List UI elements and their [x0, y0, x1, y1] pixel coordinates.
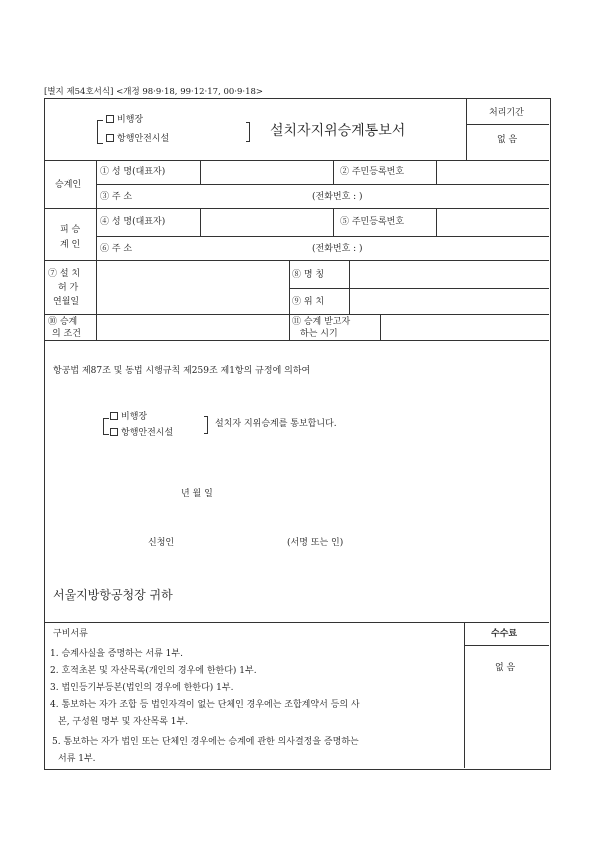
form-number-note: [별지 제54호서식] <개정 98·9·18, 99·12·17, 00·9·18>	[44, 87, 264, 97]
checkbox-icon	[110, 428, 118, 436]
succession-condition-label-l2: 의 조건	[52, 329, 81, 339]
permit-date-label-l3: 연월일	[53, 297, 80, 307]
predecessor-section-label-l1: 피 승	[60, 225, 81, 235]
successor-rrn-field[interactable]	[437, 161, 548, 183]
body-option-facility-label: 항행안전시설	[121, 428, 174, 438]
fee-value: 없 음	[495, 663, 516, 673]
successor-phone-label: (전화번호 : )	[312, 192, 363, 202]
predecessor-rrn-label: ⑤ 주민등록번호	[340, 217, 405, 227]
successor-address-field[interactable]	[201, 185, 548, 207]
successor-address-label: ③ 주 소	[100, 192, 133, 202]
checkbox-icon	[106, 134, 114, 142]
body-option-facility[interactable]	[110, 428, 173, 438]
date-line: 년 월 일	[181, 489, 213, 499]
succession-time-label-l1: ⑪ 승계 받고자	[292, 317, 351, 327]
documents-header: 구비서류	[53, 629, 88, 639]
predecessor-section-label-l2: 계 인	[60, 240, 81, 250]
fee-label: 수수료	[491, 629, 518, 639]
succession-condition-label-l1: ⑩ 승계	[48, 317, 78, 327]
predecessor-rrn-field[interactable]	[437, 209, 548, 235]
title-option-airfield[interactable]	[106, 115, 143, 125]
document-item: 본, 구성원 명부 및 자산목록 1부.	[58, 717, 189, 727]
successor-section-label: 승계인	[55, 180, 82, 190]
document-item: 3. 법인등기부등본(법인의 경우에 한한다) 1부.	[50, 683, 234, 693]
predecessor-address-label: ⑥ 주 소	[100, 244, 133, 254]
predecessor-phone-label: (전화번호 : )	[312, 244, 363, 254]
title-option-bracket	[97, 120, 103, 144]
body-close-bracket	[204, 416, 208, 434]
legal-basis-text: 항공법 제87조 및 동법 시행규칙 제259조 제1항의 규정에 의하여	[53, 366, 311, 376]
document-item: 서류 1부.	[58, 754, 96, 764]
succession-time-field[interactable]	[381, 315, 548, 339]
processing-period-label: 처리기간	[489, 108, 524, 118]
succession-time-label-l2: 하는 시기	[300, 329, 338, 339]
document-item: 5. 통보하는 자가 법인 또는 단체인 경우에는 승계에 관한 의사결정을 증명하는	[52, 737, 359, 747]
checkbox-icon	[110, 412, 118, 420]
applicant-label: 신청인	[148, 538, 175, 548]
notice-text: 설치자 지위승계를 통보합니다.	[215, 419, 337, 429]
title-option-airfield-label: 비행장	[117, 115, 144, 125]
location-label: ⑨ 위 치	[292, 297, 325, 307]
document-item: 4. 통보하는 자가 조합 등 법인자격이 없는 단체인 경우에는 조합계약서 등의 사	[50, 700, 360, 710]
facility-name-field[interactable]	[350, 261, 548, 287]
body-option-bracket	[103, 418, 109, 435]
document-item: 1. 승계사실을 증명하는 서류 1부.	[50, 649, 183, 659]
location-field[interactable]	[350, 289, 548, 313]
signature-label: (서명 또는 인)	[287, 538, 344, 548]
predecessor-address-field[interactable]	[201, 237, 548, 259]
title-option-facility[interactable]	[106, 134, 169, 144]
predecessor-name-label: ④ 성 명(대표자)	[100, 217, 166, 227]
facility-name-label: ⑧ 명 칭	[292, 270, 325, 280]
successor-rrn-label: ② 주민등록번호	[340, 167, 405, 177]
form-title: 설치자지위승계통보서	[270, 123, 406, 139]
successor-name-label: ① 성 명(대표자)	[100, 167, 166, 177]
checkbox-icon	[106, 115, 114, 123]
permit-date-field[interactable]	[97, 261, 288, 313]
processing-period-value: 없 음	[497, 135, 518, 145]
successor-name-field[interactable]	[201, 161, 332, 183]
addressee: 서울지방항공청장 귀하	[53, 588, 173, 602]
predecessor-name-field[interactable]	[201, 209, 332, 235]
permit-date-label-l2: 허 가	[58, 283, 79, 293]
body-option-airfield-label: 비행장	[121, 412, 148, 422]
document-item: 2. 호적초본 및 자산목록(개인의 경우에 한한다) 1부.	[50, 666, 257, 676]
body-option-airfield[interactable]	[110, 412, 147, 422]
applicant-name-field[interactable]	[185, 533, 280, 551]
title-option-facility-label: 항행안전시설	[117, 134, 170, 144]
permit-date-label-l1: ⑦ 설 치	[48, 269, 81, 279]
succession-condition-field[interactable]	[97, 315, 288, 339]
title-close-bracket	[246, 122, 250, 142]
